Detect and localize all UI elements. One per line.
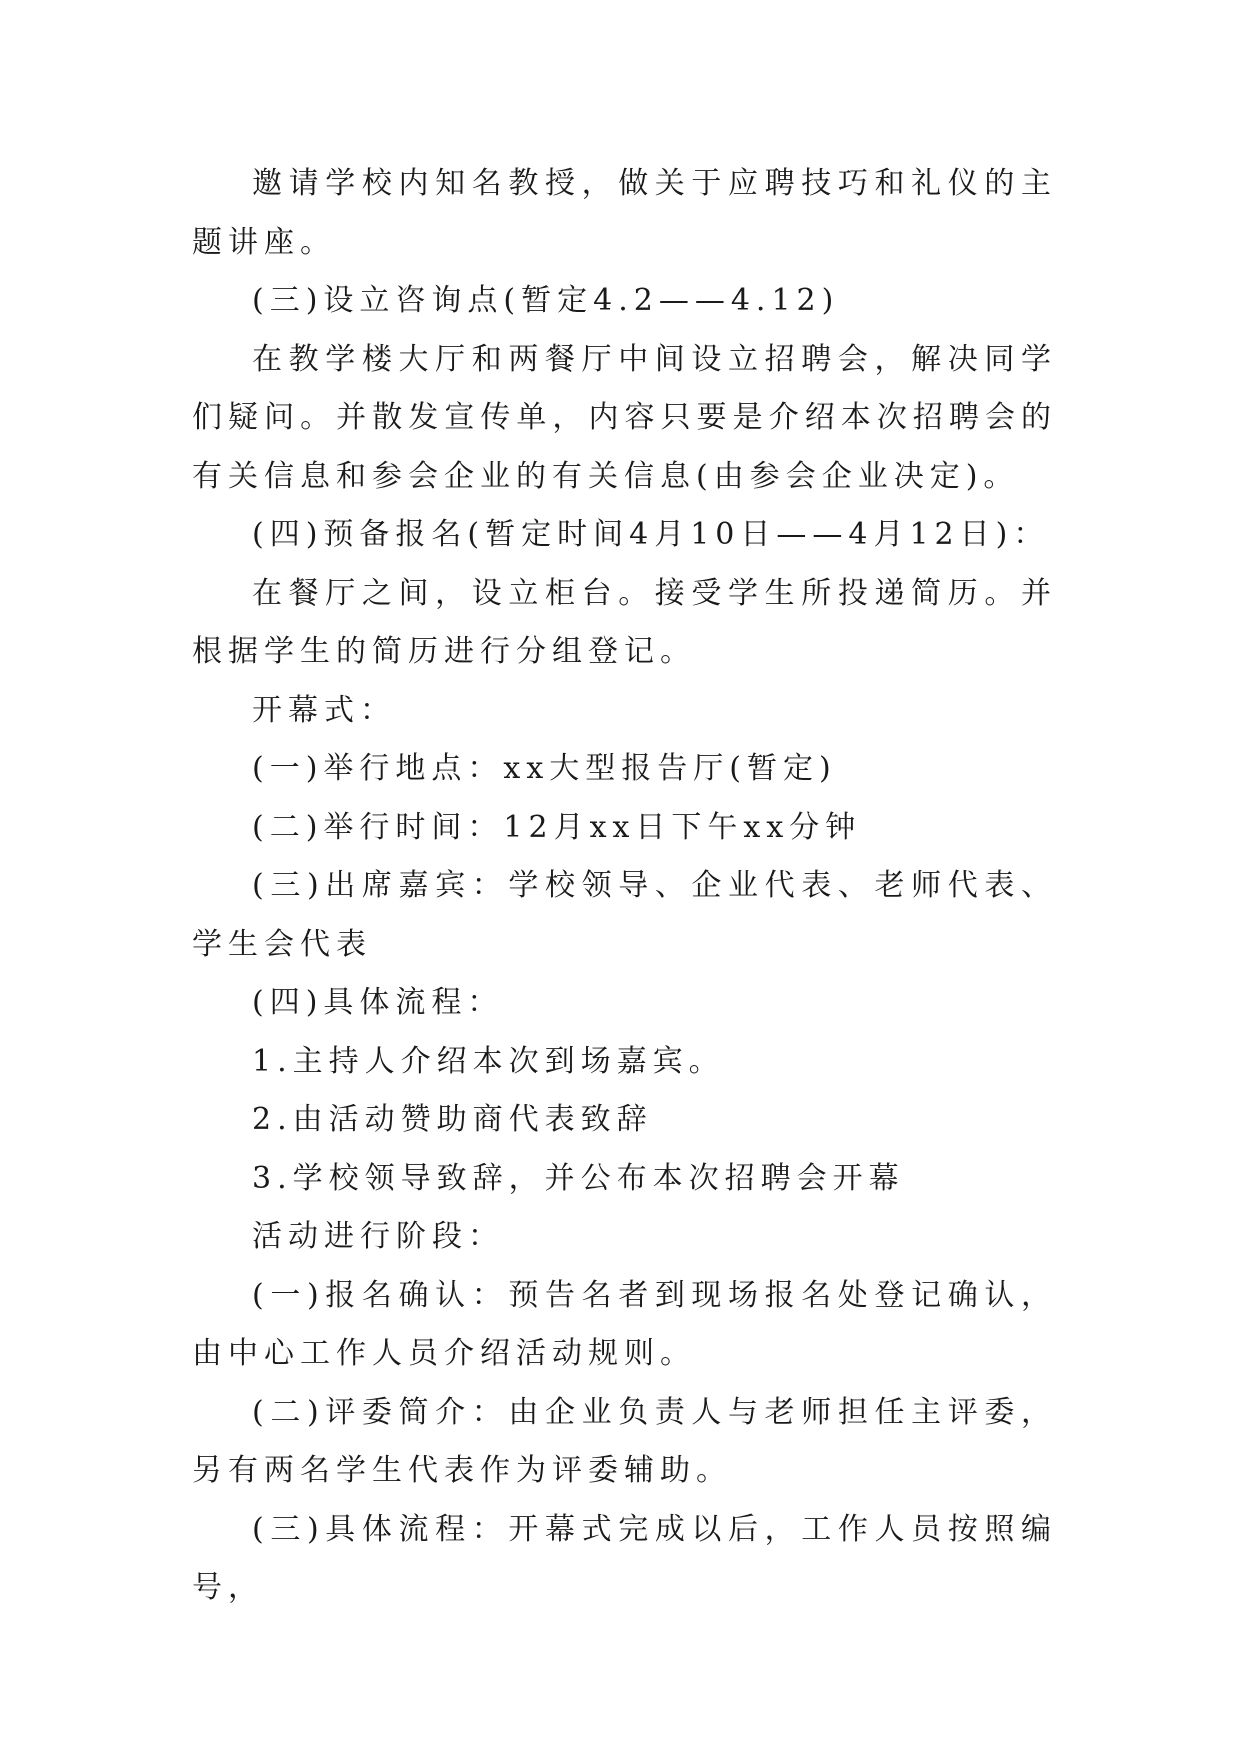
list-item: (四)具体流程： (252, 985, 504, 1020)
list-item: (一)举行地点：xx大型报告厅(暂定) (252, 751, 837, 786)
section-heading: 开幕式： (252, 692, 396, 728)
section-heading: 活动进行阶段： (252, 1219, 504, 1254)
list-item: 1.主持人介绍本次到场嘉宾。 (252, 1043, 725, 1079)
section-heading: (三)设立咨询点(暂定4.2——4.12) (252, 283, 840, 318)
list-item: (三)出席嘉宾：学校领导、企业代表、老师代表、学生会代表 (192, 868, 1057, 962)
document-page (192, 155, 1057, 1618)
section-heading: (四)预备报名(暂定时间4月10日——4月12日)： (252, 517, 1050, 552)
paragraph: 在餐厅之间，设立柜台。接受学生所投递简历。并根据学生的简历进行分组登记。 (192, 575, 1057, 669)
list-item: (一)报名确认：预告名者到现场报名处登记确认，由中心工作人员介绍活动规则。 (192, 1277, 1057, 1371)
list-item: (三)具体流程：开幕式完成以后，工作人员按照编号， (192, 1511, 1057, 1605)
paragraph: 在教学楼大厅和两餐厅中间设立招聘会，解决同学们疑问。并散发宣传单，内容只要是介绍本次招聘会的有关信息和参会企业的有关信息(由参会企业决定)。 (192, 341, 1057, 494)
list-item: 2.由活动赞助商代表致辞 (252, 1102, 653, 1137)
list-item: (二)举行时间：12月xx日下午xx分钟 (252, 809, 862, 845)
list-item: 3.学校领导致辞，并公布本次招聘会开幕 (252, 1160, 905, 1196)
paragraph: 邀请学校内知名教授，做关于应聘技巧和礼仪的主题讲座。 (192, 166, 1057, 260)
list-item: (二)评委简介：由企业负责人与老师担任主评委，另有两名学生代表作为评委辅助。 (192, 1394, 1057, 1488)
